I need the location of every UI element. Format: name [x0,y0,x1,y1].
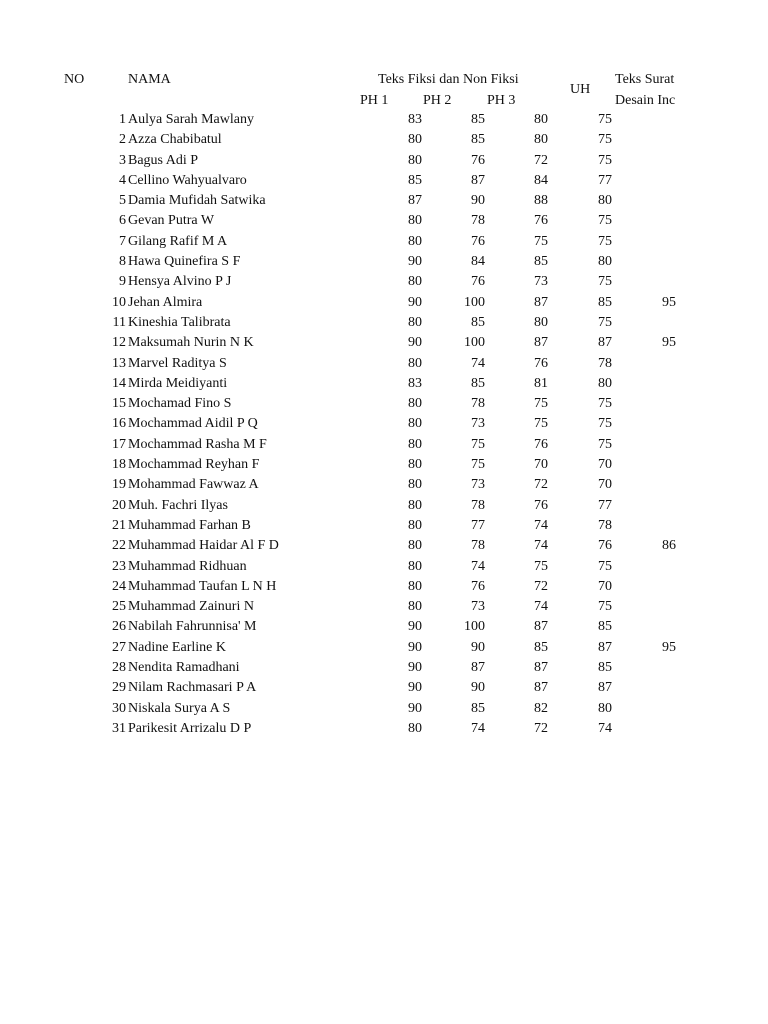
table-row [0,313,768,333]
score-uh: 78 [598,355,612,371]
table-row [0,252,768,272]
score-ph1: 90 [408,639,422,655]
student-name: Nendita Ramadhani [128,660,240,676]
table-row [0,394,768,414]
score-teks-surat [626,475,676,495]
score-teks-surat [626,435,676,455]
score-ph2: 73 [471,416,485,432]
row-number: 16 [112,416,126,432]
table-row [0,658,768,678]
student-name: Hawa Quinefira S F [128,254,241,270]
score-teks-surat: 86 [662,538,676,554]
header-uh: UH [570,82,591,97]
header-ph1: PH 1 [360,93,389,108]
score-ph3: 76 [534,355,548,371]
score-teks-surat [626,455,676,475]
row-number: 15 [112,396,126,412]
score-teks-surat [626,232,676,252]
score-ph1: 90 [408,680,422,696]
score-ph2: 87 [471,172,485,188]
score-ph3: 74 [534,517,548,533]
score-uh: 87 [598,335,612,351]
table-row [0,597,768,617]
student-name: Marvel Raditya S [128,355,227,371]
score-teks-surat [626,374,676,394]
score-ph2: 76 [471,152,485,168]
student-name: Nabilah Fahrunnisa' M [128,619,257,635]
student-name: Maksumah Nurin N K [128,335,254,351]
score-ph1: 80 [408,233,422,249]
row-number: 22 [112,538,126,554]
row-number: 30 [112,700,126,716]
score-teks-surat [626,354,676,374]
score-teks-surat [626,191,676,211]
score-ph3: 82 [534,700,548,716]
score-ph1: 80 [408,132,422,148]
student-name: Cellino Wahyualvaro [128,172,247,188]
score-teks-surat [626,252,676,272]
score-ph3: 74 [534,538,548,554]
table-row [0,475,768,495]
score-ph3: 75 [534,416,548,432]
table-row [0,719,768,739]
student-name: Damia Mufidah Satwika [128,193,266,209]
score-ph2: 76 [471,578,485,594]
score-uh: 75 [598,132,612,148]
score-uh: 85 [598,660,612,676]
student-name: Parikesit Arrizalu D P [128,720,252,736]
score-ph1: 80 [408,497,422,513]
score-uh: 76 [598,538,612,554]
score-uh: 85 [598,294,612,310]
score-ph2: 85 [471,132,485,148]
score-ph2: 73 [471,477,485,493]
row-number: 5 [119,193,126,209]
table-row [0,496,768,516]
score-ph3: 87 [534,660,548,676]
score-ph2: 75 [471,436,485,452]
score-ph1: 80 [408,274,422,290]
header-group-teks-surat: Teks Surat [615,72,675,87]
score-uh: 70 [598,477,612,493]
score-ph1: 90 [408,700,422,716]
score-uh: 75 [598,112,612,127]
table-row [0,130,768,150]
score-ph2: 78 [471,497,485,513]
score-teks-surat [626,211,676,231]
score-uh: 78 [598,517,612,533]
score-ph1: 80 [408,538,422,554]
score-ph3: 87 [534,680,548,696]
student-name: Muhammad Ridhuan [128,558,247,574]
student-name: Muhammad Farhan B [128,517,251,533]
score-ph3: 72 [534,578,548,594]
score-ph1: 80 [408,314,422,330]
score-ph2: 78 [471,538,485,554]
table-row [0,151,768,171]
score-uh: 75 [598,416,612,432]
row-number: 23 [112,558,126,574]
score-uh: 77 [598,497,612,513]
score-ph2: 78 [471,213,485,229]
student-name: Azza Chabibatul [128,132,222,148]
score-teks-surat [626,516,676,536]
student-name: Mirda Meidiyanti [128,375,228,391]
score-uh: 75 [598,436,612,452]
score-ph2: 74 [471,720,485,736]
score-ph2: 85 [471,700,485,716]
score-ph2: 76 [471,274,485,290]
score-uh: 75 [598,396,612,412]
score-teks-surat [626,171,676,191]
score-ph3: 85 [534,254,548,270]
score-ph3: 76 [534,436,548,452]
table-row [0,110,768,130]
student-name: Muh. Fachri Ilyas [128,497,228,513]
header-nama: NAMA [128,72,171,87]
score-ph2: 85 [471,375,485,391]
score-ph2: 90 [471,639,485,655]
score-ph3: 87 [534,619,548,635]
score-ph1: 80 [408,477,422,493]
score-ph3: 81 [534,375,548,391]
score-ph1: 90 [408,254,422,270]
score-ph2: 73 [471,599,485,615]
score-ph1: 83 [408,112,422,127]
score-ph3: 76 [534,213,548,229]
score-uh: 80 [598,700,612,716]
score-teks-surat [626,151,676,171]
student-name: Bagus Adi P [128,152,199,168]
student-name: Mochammad Rasha M F [128,436,267,452]
score-teks-surat [626,496,676,516]
student-name: Muhammad Zainuri N [128,599,254,615]
score-uh: 75 [598,152,612,168]
row-number: 17 [112,436,126,452]
student-name: Mohammad Fawwaz A [128,477,259,493]
score-ph3: 75 [534,558,548,574]
score-ph2: 76 [471,233,485,249]
score-uh: 85 [598,619,612,635]
table-row [0,638,768,658]
table-row [0,699,768,719]
student-name: Jehan Almira [128,294,203,310]
table-row [0,435,768,455]
score-ph3: 87 [534,335,548,351]
header-group-teks-fiksi: Teks Fiksi dan Non Fiksi [378,72,519,87]
score-uh: 74 [598,720,612,736]
score-ph2: 90 [471,680,485,696]
score-ph3: 80 [534,314,548,330]
score-uh: 70 [598,578,612,594]
row-number: 14 [112,375,126,391]
row-number: 2 [119,132,126,148]
row-number: 20 [112,497,126,513]
row-number: 7 [119,233,126,249]
table-row [0,354,768,374]
score-uh: 75 [598,558,612,574]
score-ph3: 80 [534,132,548,148]
score-teks-surat [626,678,676,698]
score-uh: 75 [598,213,612,229]
score-ph3: 72 [534,152,548,168]
table-row [0,678,768,698]
row-number: 19 [112,477,126,493]
score-ph1: 83 [408,375,422,391]
score-ph3: 87 [534,294,548,310]
score-ph1: 80 [408,416,422,432]
table-row [0,272,768,292]
student-name: Gevan Putra W [128,213,215,229]
score-teks-surat [626,557,676,577]
row-number: 11 [112,314,126,330]
score-ph2: 75 [471,457,485,473]
row-number: 4 [119,172,126,188]
score-ph3: 70 [534,457,548,473]
row-number: 8 [119,254,126,270]
score-ph1: 87 [408,193,422,209]
row-number: 12 [112,335,126,351]
header-desain: Desain Inc [615,93,676,108]
score-ph1: 90 [408,619,422,635]
student-name: Mochammad Reyhan F [128,457,260,473]
score-ph3: 84 [534,172,548,188]
table-row [0,211,768,231]
score-uh: 75 [598,314,612,330]
score-ph1: 90 [408,660,422,676]
score-ph2: 100 [464,335,485,351]
score-ph1: 85 [408,172,422,188]
score-ph1: 80 [408,558,422,574]
score-ph2: 100 [464,619,485,635]
score-ph1: 80 [408,213,422,229]
student-name: Nadine Earline K [128,639,226,655]
header-ph2: PH 2 [423,93,452,108]
score-ph3: 75 [534,396,548,412]
score-uh: 75 [598,233,612,249]
score-ph1: 80 [408,436,422,452]
row-number: 24 [112,578,126,594]
student-name: Hensya Alvino P J [128,274,232,290]
student-name: Aulya Sarah Mawlany [128,112,254,127]
score-ph1: 90 [408,294,422,310]
table-row [0,191,768,211]
row-number: 27 [112,639,126,655]
row-number: 6 [119,213,126,229]
table-row [0,374,768,394]
table-row [0,516,768,536]
score-ph3: 74 [534,599,548,615]
score-uh: 75 [598,599,612,615]
table-row [0,293,768,313]
row-number: 9 [119,274,126,290]
row-number: 26 [112,619,126,635]
table-row [0,617,768,637]
score-teks-surat: 95 [662,639,676,655]
score-teks-surat [626,394,676,414]
score-ph2: 77 [471,517,485,533]
score-teks-surat [626,130,676,150]
row-number: 1 [119,112,126,127]
score-ph2: 74 [471,355,485,371]
score-ph1: 80 [408,457,422,473]
score-ph2: 85 [471,314,485,330]
score-teks-surat: 95 [662,335,676,351]
score-uh: 75 [598,274,612,290]
student-name: Gilang Rafif M A [128,233,228,249]
score-ph1: 80 [408,720,422,736]
score-uh: 80 [598,193,612,209]
score-teks-surat [626,597,676,617]
score-ph2: 78 [471,396,485,412]
score-ph2: 84 [471,254,485,270]
row-number: 18 [112,457,126,473]
score-ph1: 80 [408,599,422,615]
score-ph3: 75 [534,233,548,249]
student-name: Muhammad Haidar Al F D [128,538,279,554]
score-ph2: 90 [471,193,485,209]
score-uh: 87 [598,680,612,696]
score-uh: 70 [598,457,612,473]
student-name: Nilam Rachmasari P A [128,680,257,696]
student-name: Mochammad Aidil P Q [128,416,258,432]
score-ph3: 85 [534,639,548,655]
row-number: 10 [112,294,126,310]
table-row [0,333,768,353]
score-ph3: 88 [534,193,548,209]
score-teks-surat [626,699,676,719]
student-name: Muhammad Taufan L N H [128,578,277,594]
table-row [0,232,768,252]
data-rows [0,110,768,739]
score-ph3: 80 [534,112,548,127]
score-teks-surat [626,577,676,597]
table-row [0,455,768,475]
score-ph1: 80 [408,517,422,533]
score-teks-surat [626,719,676,739]
header-ph3: PH 3 [487,93,516,108]
score-ph3: 73 [534,274,548,290]
student-name: Kineshia Talibrata [128,314,231,330]
row-number: 29 [112,680,126,696]
row-number: 3 [119,152,126,168]
table-row [0,557,768,577]
score-teks-surat [626,110,676,130]
score-ph2: 74 [471,558,485,574]
score-teks-surat [626,617,676,637]
student-name: Niskala Surya A S [128,700,231,716]
header-no: NO [64,72,85,87]
score-uh: 77 [598,172,612,188]
score-ph1: 80 [408,152,422,168]
score-ph1: 90 [408,335,422,351]
student-name: Mochamad Fino S [128,396,232,412]
score-teks-surat [626,272,676,292]
score-ph2: 100 [464,294,485,310]
score-teks-surat [626,313,676,333]
table-row [0,414,768,434]
score-ph2: 85 [471,112,485,127]
score-uh: 80 [598,254,612,270]
score-teks-surat: 95 [662,294,676,310]
score-ph1: 80 [408,396,422,412]
row-number: 25 [112,599,126,615]
score-uh: 87 [598,639,612,655]
score-teks-surat [626,658,676,678]
table-row [0,536,768,556]
score-ph1: 80 [408,355,422,371]
score-ph3: 72 [534,477,548,493]
row-number: 21 [112,517,126,533]
row-number: 31 [112,720,126,736]
row-number: 13 [112,355,126,371]
score-ph1: 80 [408,578,422,594]
score-uh: 80 [598,375,612,391]
table-row [0,577,768,597]
score-ph3: 76 [534,497,548,513]
score-ph2: 87 [471,660,485,676]
table-row [0,171,768,191]
score-ph3: 72 [534,720,548,736]
score-teks-surat [626,414,676,434]
row-number: 28 [112,660,126,676]
